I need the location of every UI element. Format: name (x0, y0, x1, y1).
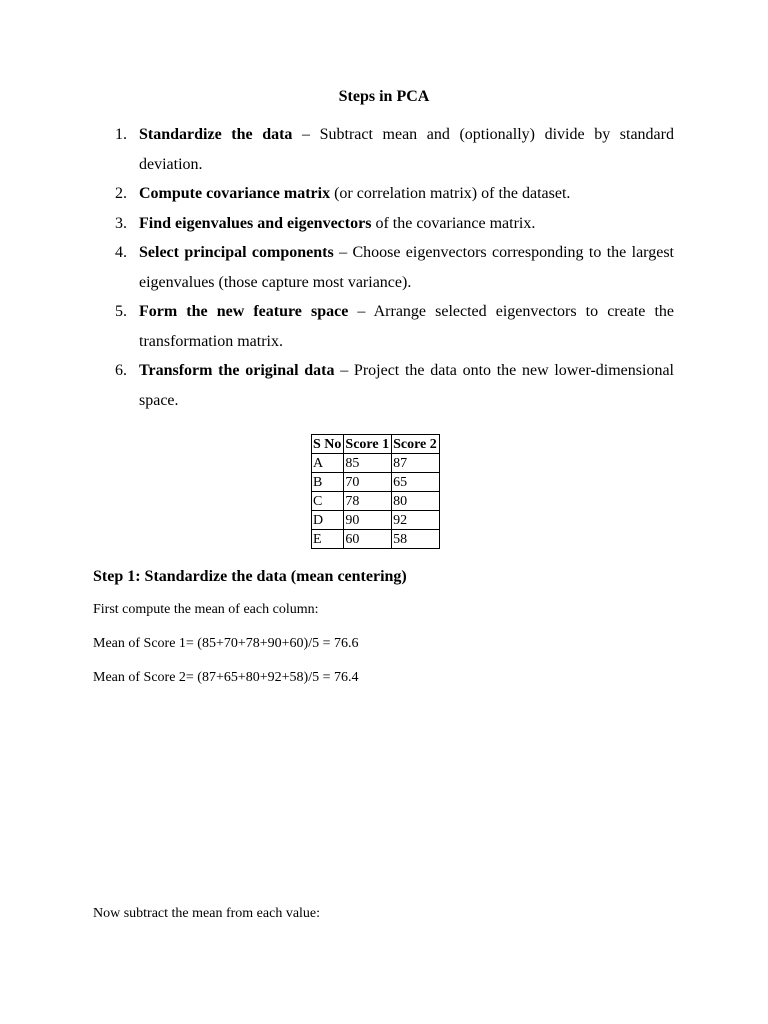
step-title: Transform the original data (139, 362, 335, 379)
column-header: S No (312, 435, 344, 454)
step-number: 5. (115, 303, 127, 320)
step-title: Standardize the data (139, 126, 293, 143)
step-title: Compute covariance matrix (139, 185, 331, 202)
table-cell: 58 (392, 530, 440, 549)
step-text: – Project the data onto the new lower-dimensional space. (139, 362, 675, 409)
table-cell: A (312, 454, 344, 473)
table-cell: 70 (344, 473, 392, 492)
table-row (312, 454, 440, 473)
list-item (115, 238, 674, 297)
table-cell: C (312, 492, 344, 511)
step-title: Find eigenvalues and eigenvectors (139, 214, 372, 232)
table-cell: 65 (392, 473, 440, 492)
intro-paragraph: First compute the mean of each column: (93, 602, 319, 617)
step-title: Select principal components (139, 244, 334, 261)
page-title: Steps in PCA (338, 88, 430, 105)
list-item (115, 120, 674, 179)
table-row (312, 473, 440, 492)
list-item (115, 297, 675, 356)
step-number: 4. (115, 244, 127, 261)
step-text: – Subtract mean and (optionally) divide by standard deviation. (139, 126, 674, 173)
list-item (115, 209, 674, 239)
table-cell: 60 (344, 530, 392, 549)
mean-score1-paragraph: Mean of Score 1= (85+70+78+90+60)/5 = 76.6 (93, 636, 359, 651)
list-item (115, 356, 675, 415)
step-number: 1. (115, 126, 127, 143)
table-cell: 80 (392, 492, 440, 511)
column-header: Score 1 (344, 435, 392, 454)
subtract-mean-paragraph: Now subtract the mean from each value: (93, 906, 321, 921)
step-title: Form the new feature space (139, 303, 349, 320)
scores-table (311, 434, 440, 549)
step-text: (or correlation matrix) of the dataset. (330, 185, 571, 202)
list-item (115, 179, 674, 209)
step-text: – Choose eigenvectors corresponding to the largest eigenvalues (those capture most variance). (139, 244, 674, 291)
table-cell: E (312, 530, 344, 549)
table-cell: 85 (344, 454, 392, 473)
table-cell: D (312, 511, 344, 530)
column-header: Score 2 (392, 435, 440, 454)
step-text: – Arrange selected eigenvectors to create the transformation matrix. (139, 303, 675, 350)
step-text: of the covariance matrix. (371, 214, 536, 232)
section-heading: Step 1: Standardize the data (mean centering) (93, 568, 407, 585)
table-row (312, 530, 440, 549)
table-cell: B (312, 473, 344, 492)
table-cell: 92 (392, 511, 440, 530)
table-row (312, 492, 440, 511)
step-number: 3. (115, 214, 127, 232)
table-cell: 87 (392, 454, 440, 473)
step-number: 2. (115, 185, 127, 202)
table-cell: 90 (344, 511, 392, 530)
step-number: 6. (115, 362, 127, 379)
table-row (312, 511, 440, 530)
mean-score2-paragraph: Mean of Score 2= (87+65+80+92+58)/5 = 76.4 (93, 670, 359, 685)
table-header-row (312, 435, 440, 454)
steps-list (115, 120, 675, 415)
table-cell: 78 (344, 492, 392, 511)
